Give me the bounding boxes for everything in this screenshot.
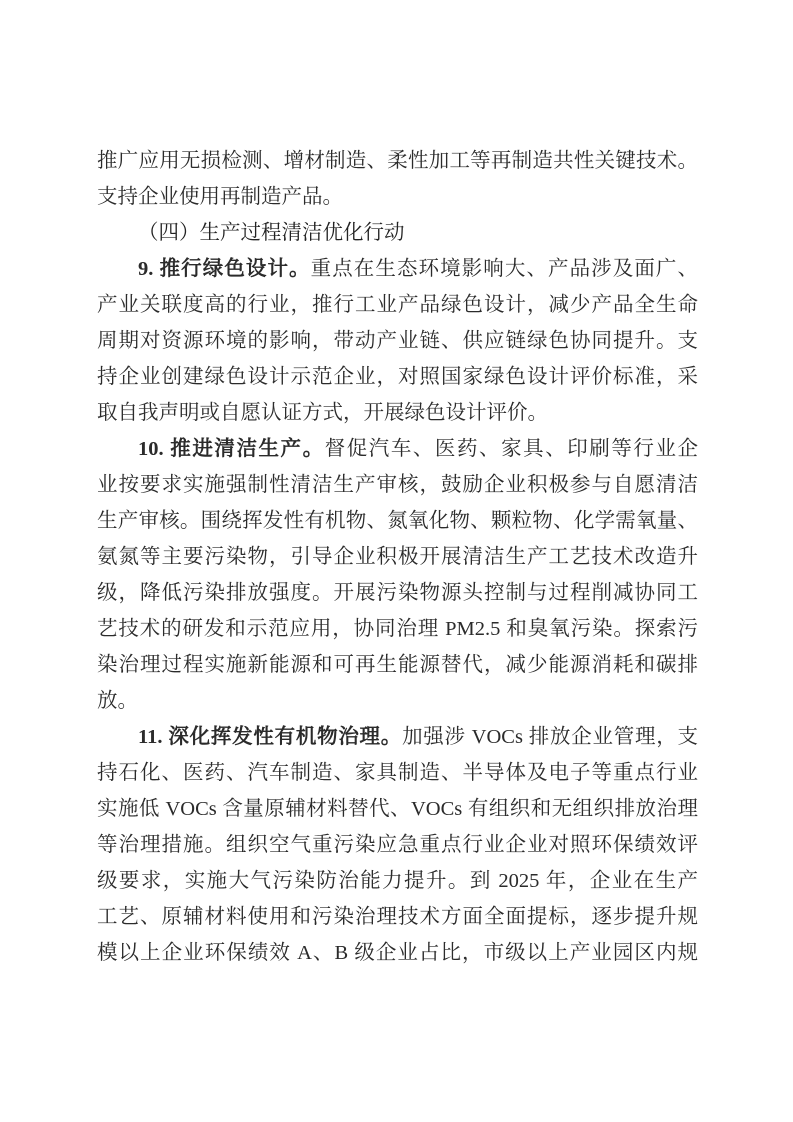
text-segment: 重点在生态环境影响大、产品涉及面广、: [310, 258, 698, 280]
text-line: [97, 863, 698, 899]
text-line: [97, 395, 698, 431]
item-number-lead: 11. 深化挥发性有机物治理。: [138, 726, 403, 748]
text-line: [97, 359, 698, 395]
text-line: [97, 899, 698, 935]
text-line: [97, 431, 698, 467]
text-segment: 生产审核。围绕挥发性有机物、氮氧化物、颗粒物、化学需氧量、: [97, 510, 698, 532]
text-segment: 放。: [97, 690, 138, 712]
text-line: [97, 539, 698, 575]
text-segment: 取自我声明或自愿认证方式，开展绿色设计评价。: [97, 402, 548, 424]
text-line: [97, 611, 698, 647]
text-line: [97, 755, 698, 791]
item-number-lead: 10. 推进清洁生产。: [138, 438, 325, 460]
text-segment: （四）生产过程清洁优化行动: [138, 222, 405, 244]
text-segment: 周期对资源环境的影响，带动产业链、供应链绿色协同提升。支: [97, 330, 698, 352]
text-segment: 持石化、医药、汽车制造、家具制造、半导体及电子等重点行业: [97, 762, 698, 784]
text-line: [97, 719, 698, 755]
text-segment: 产业关联度高的行业，推行工业产品绿色设计，减少产品全生命: [97, 294, 698, 316]
text-segment: 实施低 VOCs 含量原辅材料替代、VOCs 有组织和无组织排放治理: [97, 798, 698, 820]
text-segment: 染治理过程实施新能源和可再生能源替代，减少能源消耗和碳排: [97, 654, 698, 676]
text-segment: 督促汽车、医药、家具、印刷等行业企: [324, 438, 699, 460]
text-line: [97, 647, 698, 683]
text-line: [97, 323, 698, 359]
text-line: [97, 791, 698, 827]
text-segment: 级，降低污染排放强度。开展污染物源头控制与过程削减协同工: [97, 582, 698, 604]
text-segment: 艺技术的研发和示范应用，协同治理 PM2.5 和臭氧污染。探索污: [97, 618, 698, 640]
text-line: [97, 467, 698, 503]
text-segment: 加强涉 VOCs 排放企业管理，支: [402, 726, 699, 748]
text-line: [97, 143, 698, 179]
text-line: [97, 827, 698, 863]
text-segment: 推广应用无损检测、增材制造、柔性加工等再制造共性关键技术。: [97, 150, 698, 172]
text-segment: 业按要求实施强制性清洁生产审核，鼓励企业积极参与自愿清洁: [97, 474, 698, 496]
item-number-lead: 9. 推行绿色设计。: [138, 258, 311, 280]
section-heading: [97, 215, 698, 251]
text-segment: 等治理措施。组织空气重污染应急重点行业企业对照环保绩效评: [97, 834, 698, 856]
text-segment: 持企业创建绿色设计示范企业，对照国家绿色设计评价标准，采: [97, 366, 698, 388]
text-line: [97, 251, 698, 287]
text-line: [97, 683, 698, 719]
text-segment: 级要求，实施大气污染防治能力提升。到 2025 年，企业在生产: [97, 870, 698, 892]
text-line: [97, 503, 698, 539]
text-segment: 支持企业使用再制造产品。: [97, 186, 343, 208]
text-line: [97, 935, 698, 971]
text-segment: 模以上企业环保绩效 A、B 级企业占比，市级以上产业园区内规: [97, 942, 698, 964]
document-body: [97, 143, 698, 971]
text-segment: 工艺、原辅材料使用和污染治理技术方面全面提标，逐步提升规: [97, 906, 698, 928]
text-line: [97, 179, 698, 215]
text-line: [97, 575, 698, 611]
text-line: [97, 287, 698, 323]
text-segment: 氨氮等主要污染物，引导企业积极开展清洁生产工艺技术改造升: [97, 546, 698, 568]
